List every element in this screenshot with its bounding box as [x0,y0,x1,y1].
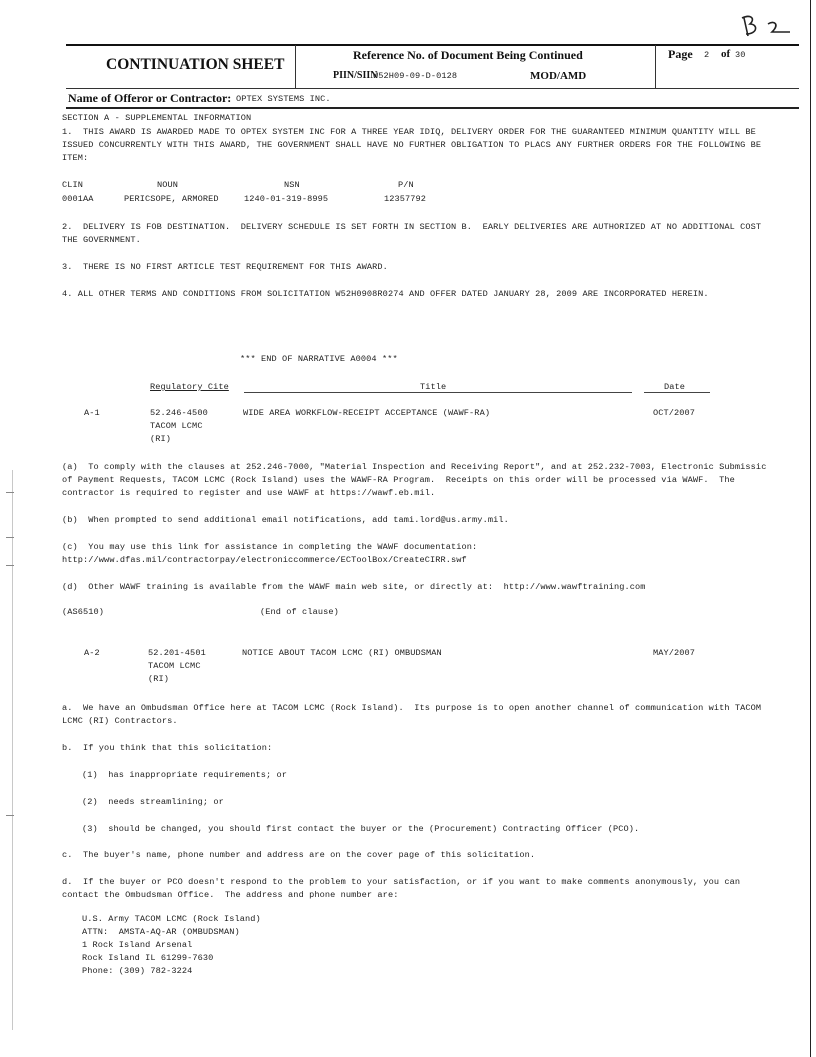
page-of-label: of [721,48,731,60]
header-top-rule [66,44,799,46]
nsn-cell: 1240-01-319-8995 [244,194,329,204]
item4: 4. ALL OTHER TERMS AND CONDITIONS FROM SOLICITATION W52H0908R0274 AND OFFER DATED JANUARY 28, 2009 ARE INCORPORATED HEREIN. [62,289,709,299]
a2-sub-item: (3) should be changed, you should first contact the buyer or the (Procurement) Contracting Officer (PCO). [82,824,640,834]
clause-code: (AS6510) [62,607,105,617]
page-number: 2 [704,50,710,60]
a2-sub-item: (2) needs streamlining; or [82,797,224,807]
page-total: 30 [735,50,746,60]
clause-date: MAY/2007 [653,648,696,658]
a1-para-a-line: of Payment Requests, TACOM LCMC (Rock Island) uses the WAWF-RA Program. Receipts on this order will be processed via WAWF. The [62,475,735,485]
clause-cite: TACOM LCMC [150,421,203,431]
a2-para-c: c. The buyer's name, phone number and address are on the cover page of this solicitation. [62,850,536,860]
noun-header: NOUN [157,180,179,190]
clause-id: A-2 [84,648,100,658]
a1-para-b: (b) When prompted to send additional email notifications, add tami.lord@us.army.mil. [62,515,509,525]
header-bottom-rule [66,107,799,109]
reference-label: Reference No. of Document Being Continued [353,48,583,62]
margin-tick [6,815,14,816]
address-line: 1 Rock Island Arsenal [82,940,193,950]
margin-tick [6,492,14,493]
pn-header: P/N [398,180,414,190]
a1-para-c-line: (c) You may use this link for assistance in completing the WAWF documentation: [62,542,478,552]
piin-value: W52H09-09-D-0128 [373,71,458,81]
address-line: Rock Island IL 61299-7630 [82,953,214,963]
address-line: ATTN: AMSTA-AQ-AR (OMBUDSMAN) [82,927,240,937]
pn-cell: 12357792 [384,194,427,204]
item1-line: 1. THIS AWARD IS AWARDED MADE TO OPTEX SYSTEM INC FOR A THREE YEAR IDIQ, DELIVERY ORDER FOR THE GUARANTEED MINIMUM QUANTITY WILL BE [62,127,756,137]
a1-para-a-line: (a) To comply with the clauses at 252.246-7000, "Material Inspection and Receiving Report", and at 252.232-7003, Electronic Submissic [62,462,767,472]
clause-cite: 52.246-4500 [150,408,208,418]
clause-cite: (RI) [148,674,170,684]
offeror-value: OPTEX SYSTEMS INC. [236,94,331,104]
form-title: CONTINUATION SHEET [106,56,285,73]
mod-amd-label: MOD/AMD [530,70,587,82]
item3: 3. THERE IS NO FIRST ARTICLE TEST REQUIREMENT FOR THIS AWARD. [62,262,388,272]
a2-sub-item: (1) has inappropriate requirements; or [82,770,288,780]
clause-cite: 52.201-4501 [148,648,206,658]
header-mid-rule [66,88,799,89]
a1-para-c-link[interactable]: http://www.dfas.mil/contractorpay/electroniccommerce/ECToolBox/CreateCIRR.swf [62,555,467,565]
date-underline [644,392,710,393]
margin-rule [12,470,13,1030]
a1-para-d: (d) Other WAWF training is available from the WAWF main web site, or directly at: http://www.wawftraining.com [62,582,646,592]
page-label: Page [668,47,693,61]
header-divider [655,45,656,88]
clause-cite: (RI) [150,434,172,444]
offeror-label: Name of Offeror or Contractor: [68,91,232,105]
a2-para-d-line: d. If the buyer or PCO doesn't respond to the problem to your satisfaction, or if you want to make comments anonymously, you can [62,877,741,887]
clause-title: WIDE AREA WORKFLOW-RECEIPT ACCEPTANCE (WAWF-RA) [243,408,491,418]
end-of-clause: (End of clause) [260,607,339,617]
piin-label: PIIN/SIIN [333,70,378,81]
item2-line: 2. DELIVERY IS FOB DESTINATION. DELIVERY SCHEDULE IS SET FORTH IN SECTION B. EARLY DELIVERIES ARE AUTHORIZED AT NO ADDITIONAL COST [62,222,762,232]
col-title: Title [420,382,447,392]
header-divider [295,45,296,88]
a1-para-a-line: contractor is required to register and use WAWF at https://wawf.eb.mil. [62,488,436,498]
item2-line: THE GOVERNMENT. [62,235,141,245]
col-date: Date [664,382,686,392]
col-regulatory-cite: Regulatory Cite [150,382,229,392]
a2-para-a-line: a. We have an Ombudsman Office here at TACOM LCMC (Rock Island). Its purpose is to open another channel of communication with TACOM [62,703,762,713]
clause-date: OCT/2007 [653,408,696,418]
a2-para-b: b. If you think that this solicitation: [62,743,273,753]
scan-edge [810,0,811,1057]
item1-line: ITEM: [62,153,89,163]
clin-cell: 0001AA [62,194,94,204]
clin-header: CLIN [62,180,84,190]
nsn-header: NSN [284,180,300,190]
clause-cite: TACOM LCMC [148,661,201,671]
address-line: U.S. Army TACOM LCMC (Rock Island) [82,914,261,924]
margin-tick [6,565,14,566]
handwritten-note [736,12,806,40]
address-phone: Phone: (309) 782-3224 [82,966,193,976]
item1-line: ISSUED CONCURRENTLY WITH THIS AWARD, THE GOVERNMENT SHALL HAVE NO FURTHER OBLIGATION TO PLACS ANY FURTHER ORDERS FOR THE FOLLOWING BE [62,140,762,150]
a2-para-a-line: LCMC (RI) Contractors. [62,716,178,726]
title-underline [244,392,632,393]
section-heading: SECTION A - SUPPLEMENTAL INFORMATION [62,113,252,123]
clause-title: NOTICE ABOUT TACOM LCMC (RI) OMBUDSMAN [242,648,442,658]
margin-tick [6,537,14,538]
end-narrative: *** END OF NARRATIVE A0004 *** [240,354,398,364]
a2-para-d-line: contact the Ombudsman Office. The address and phone number are: [62,890,399,900]
clause-id: A-1 [84,408,100,418]
noun-cell: PERICSOPE, ARMORED [124,194,219,204]
